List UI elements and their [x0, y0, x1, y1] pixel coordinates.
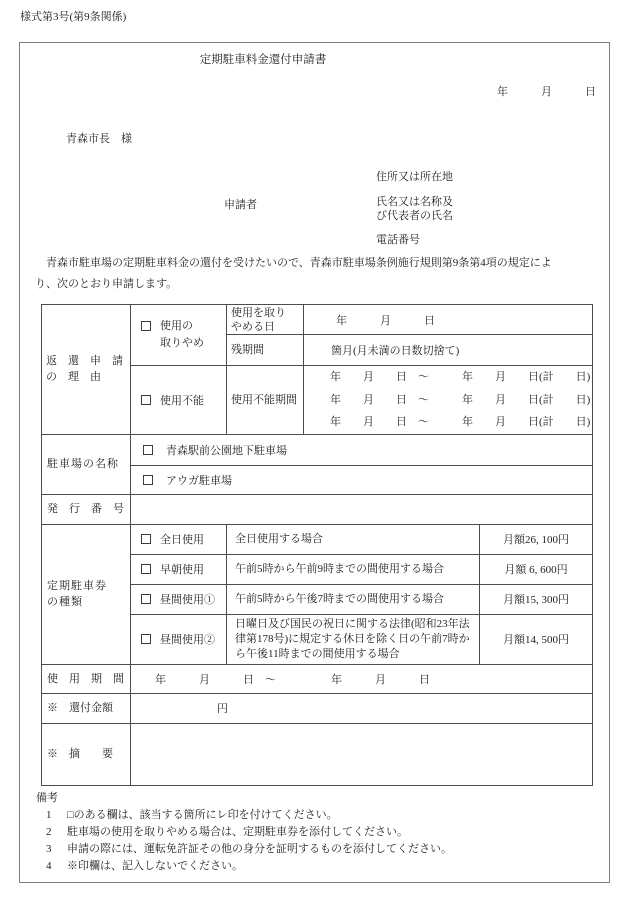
unusable-period-line3: 年 月 日 ～ 年 月 日(計 日)	[330, 416, 591, 428]
checkbox-ticket-allday[interactable]	[141, 534, 151, 544]
stop-date-value: 年 月 日	[336, 314, 435, 327]
table-row	[42, 664, 593, 693]
remaining-value: 箇月(月未満の日数切捨て)	[331, 345, 460, 357]
checkbox-ticket-daytime2[interactable]	[141, 634, 151, 644]
ticket-desc-cell	[227, 584, 480, 614]
refund-amount-label: ※ 還付金額	[47, 702, 113, 714]
note-number: 2	[46, 826, 52, 838]
table-row	[42, 723, 593, 785]
checkbox-ticket-earlymorning[interactable]	[141, 564, 151, 574]
ticket-description: 午前5時から午後7時までの間使用する場合	[235, 592, 444, 605]
ticket-type-label-cell	[42, 524, 131, 664]
unusable-period-label-cell	[227, 366, 304, 435]
remaining-label-cell	[227, 335, 304, 366]
ticket-option-cell	[131, 554, 227, 584]
checkbox-stop-use[interactable]	[141, 321, 151, 331]
ticket-price-cell	[480, 584, 593, 614]
issue-number-label-cell	[42, 494, 131, 524]
addressee: 青森市長 様	[66, 133, 132, 145]
ticket-name: 昼間使用①	[160, 594, 215, 606]
phone-label: 電話番号	[376, 234, 420, 246]
application-date-line: 年 月 日	[497, 86, 596, 98]
ticket-desc-cell	[227, 614, 480, 664]
ticket-option-cell	[131, 584, 227, 614]
note-item	[36, 841, 596, 858]
address-label: 住所又は所在地	[376, 171, 453, 183]
unusable-period-line2: 年 月 日 ～ 年 月 日(計 日)	[330, 393, 591, 406]
stop-date-value-cell	[304, 305, 593, 335]
ticket-option-cell	[131, 524, 227, 554]
form-number: 様式第3号(第9条関係)	[20, 11, 127, 23]
ticket-price: 月額15, 300円	[503, 594, 569, 606]
remaining-label: 残期間	[231, 344, 264, 356]
summary-value-cell	[131, 723, 593, 785]
note-item	[36, 824, 596, 841]
note-text: 申請の際には、運転免許証その他の身分を証明するものを添付してください。	[67, 843, 452, 855]
note-number: 3	[46, 843, 52, 855]
usage-period-label: 使 用 期 間	[47, 672, 124, 685]
statement-line1: 青森市駐車場の定期駐車料金の還付を受けたいので、青森市駐車場条例施行規則第9条第4項の規定によ	[46, 257, 552, 269]
unusable-period-line1: 年 月 日 ～ 年 月 日(計 日)	[330, 371, 591, 383]
stop-date-label-line2: やめる日	[231, 320, 275, 333]
table-row	[42, 524, 593, 554]
ticket-description: 日曜日及び国民の祝日に関する法律(昭和23年法律第178号)に規定する休日を除く日の午前7時から午後11時までの間使用する場合	[235, 617, 470, 660]
note-item	[36, 858, 596, 875]
ticket-description: 午前5時から午前9時までの間使用する場合	[235, 562, 444, 575]
application-statement	[35, 253, 601, 295]
ticket-name: 昼間使用②	[160, 634, 215, 646]
application-table	[41, 304, 593, 786]
ticket-price: 月額14, 500円	[503, 634, 569, 646]
ticket-price-cell	[480, 524, 593, 554]
notes-title: 備考	[36, 792, 58, 804]
unusable-period-value-cell	[304, 366, 593, 435]
unusable-label: 使用不能	[160, 394, 204, 407]
stop-use-label-line2: 取りやめ	[160, 337, 204, 349]
stop-use-option-cell	[131, 305, 227, 366]
note-item	[36, 807, 596, 824]
applicant-label: 申請者	[224, 199, 257, 211]
ticket-name: 全日使用	[160, 534, 204, 546]
name-label	[376, 195, 453, 223]
refund-amount-unit: 円	[217, 703, 228, 715]
issue-number-label: 発 行 番 号	[47, 503, 124, 515]
usage-period-value-cell	[131, 664, 593, 693]
usage-period-label-cell	[42, 664, 131, 693]
note-text: ※印欄は、記入しないでください。	[67, 860, 243, 872]
table-row	[42, 305, 593, 335]
table-row	[42, 434, 593, 465]
name-label-line1: 氏名又は名称及	[376, 196, 453, 208]
ticket-option-cell	[131, 614, 227, 664]
checkbox-parking-auga[interactable]	[143, 475, 153, 485]
notes-section	[36, 790, 596, 875]
stop-use-label-line1: 使用の	[160, 320, 193, 332]
ticket-desc-cell	[227, 524, 480, 554]
ticket-price-cell	[480, 614, 593, 664]
form-sheet	[19, 42, 610, 883]
issue-number-value-cell	[131, 494, 593, 524]
parking-name-label: 駐車場の名称	[47, 458, 119, 470]
summary-label: ※ 摘 要	[47, 748, 113, 760]
remaining-value-cell	[304, 335, 593, 366]
parking-option2-label: アウガ駐車場	[166, 474, 232, 487]
table-row	[42, 494, 593, 524]
ticket-desc-cell	[227, 554, 480, 584]
reason-label-cell	[42, 305, 131, 435]
reason-label-line1: 返 還 申 請	[46, 355, 123, 368]
checkbox-parking-aomori-station[interactable]	[143, 445, 153, 455]
note-number: 1	[46, 809, 52, 821]
usage-period-value: 年 月 日 ～ 年 月 日	[155, 673, 430, 686]
parking-name-label-cell	[42, 434, 131, 494]
statement-line2: り、次のとおり申請します。	[35, 278, 178, 290]
ticket-price: 月額 6, 600円	[504, 564, 568, 576]
note-text: 駐車場の使用を取りやめる場合は、定期駐車券を添付してください。	[67, 826, 408, 838]
checkbox-ticket-daytime1[interactable]	[141, 594, 151, 604]
page-title: 定期駐車料金還付申請書	[199, 54, 327, 66]
ticket-description: 全日使用する場合	[235, 532, 323, 545]
refund-amount-label-cell	[42, 693, 131, 723]
ticket-price: 月額26, 100円	[503, 534, 569, 546]
ticket-type-label-line2: の種類	[47, 596, 83, 608]
table-row	[42, 693, 593, 723]
unusable-period-label: 使用不能期間	[231, 393, 297, 406]
note-number: 4	[46, 860, 52, 872]
ticket-name: 早朝使用	[160, 564, 204, 576]
parking-option1-cell	[131, 434, 593, 465]
checkbox-unusable[interactable]	[141, 395, 151, 405]
unusable-option-cell	[131, 366, 227, 435]
parking-option1-label: 青森駅前公園地下駐車場	[166, 444, 287, 457]
name-label-line2: び代表者の氏名	[376, 210, 453, 222]
stop-date-label-cell	[227, 305, 304, 335]
refund-amount-value-cell	[131, 693, 593, 723]
summary-label-cell	[42, 723, 131, 785]
reason-label-line2: の 理 由	[46, 371, 101, 384]
ticket-type-label-line1: 定期駐車券	[47, 580, 107, 592]
parking-option2-cell	[131, 465, 593, 494]
note-text: □のある欄は、該当する箇所にレ印を付けてください。	[67, 809, 338, 821]
stop-date-label-line1: 使用を取り	[231, 306, 286, 319]
ticket-price-cell	[480, 554, 593, 584]
